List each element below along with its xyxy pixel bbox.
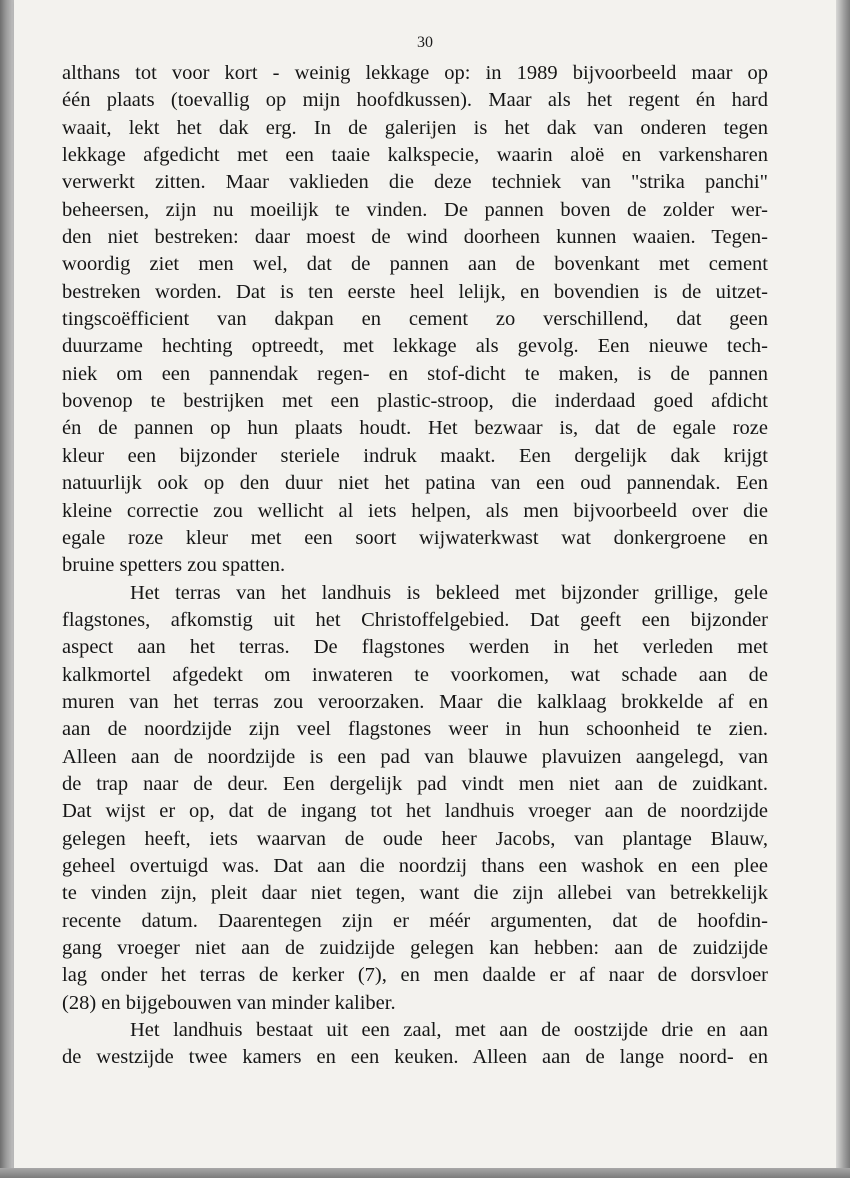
page-edge-bottom	[0, 1168, 850, 1178]
text-line: één plaats (toevallig op mijn hoofdkussen). Maar als het regent én hard	[62, 89, 768, 112]
text-line: bruine spetters zou spatten.	[62, 554, 286, 577]
text-line: gang vroeger niet aan de zuidzijde gelegen kan hebben: aan de zuidzijde	[62, 937, 768, 959]
paragraph	[62, 60, 768, 580]
body-text	[62, 60, 768, 1072]
text-line: te vinden zijn, pleit daar niet tegen, want die zijn allebei van betrekkelijk	[62, 882, 768, 905]
text-line: Het terras van het landhuis is bekleed met bijzonder grillige, gele	[130, 581, 768, 604]
text-line: lag onder het terras de kerker (7), en men daalde er af naar de dorsvloer	[62, 964, 768, 987]
text-line: Dat wijst er op, dat de ingang tot het landhuis vroeger aan de noordzijde	[62, 800, 768, 823]
text-line: egale roze kleur met een soort wijwaterkwast wat donkergroene en	[62, 526, 768, 549]
text-line: bovenop te bestrijken met een plastic-stroop, die inderdaad goed afdicht	[62, 390, 768, 413]
text-line: lekkage afgedicht met een taaie kalkspecie, waarin aloë en varkensharen	[62, 144, 768, 167]
text-line: recente datum. Daarentegen zijn er méér argumenten, dat de hoofdin-	[62, 909, 768, 932]
text-line: tingscoëfficient van dakpan en cement zo verschillend, dat geen	[62, 308, 768, 331]
text-line: niek om een pannendak regen- en stof-dicht te maken, is de pannen	[62, 362, 768, 385]
text-line: waait, lekt het dak erg. In de galerijen is het dak van onderen tegen	[62, 116, 768, 139]
paragraph	[62, 580, 768, 1018]
text-line: muren van het terras zou veroorzaken. Maar die kalklaag brokkelde af en	[62, 690, 768, 713]
text-line: aan de noordzijde zijn veel flagstones weer in hun schoonheid te zien.	[62, 718, 768, 741]
text-line: flagstones, afkomstig uit het Christoffelgebied. Dat geeft een bijzonder	[62, 608, 768, 631]
text-line: kalkmortel afgedekt om inwateren te voorkomen, wat schade aan de	[62, 663, 768, 686]
text-line: Alleen aan de noordzijde is een pad van blauwe plavuizen aangelegd, van	[62, 745, 768, 768]
paragraph	[62, 1017, 768, 1072]
page-edge-right	[836, 0, 850, 1178]
text-line: Het landhuis bestaat uit een zaal, met aan de oostzijde drie en aan	[130, 1019, 768, 1042]
text-line: de westzijde twee kamers en een keuken. Alleen aan de lange noord- en	[62, 1046, 768, 1069]
text-line: althans tot voor kort - weinig lekkage op: in 1989 bijvoorbeeld maar op	[62, 62, 768, 84]
text-line: kleur een bijzonder steriele indruk maakt. Een dergelijk dak krijgt	[62, 444, 768, 467]
text-line: de trap naar de deur. Een dergelijk pad vindt men niet aan de zuidkant.	[62, 772, 768, 795]
text-line: den niet bestreken: daar moest de wind doorheen kunnen waaien. Tegen-	[62, 226, 768, 249]
text-line: aspect aan het terras. De flagstones werden in het verleden met	[62, 636, 768, 659]
text-line: verwerkt zitten. Maar vaklieden die deze techniek van "strika panchi"	[62, 171, 768, 194]
text-line: (28) en bijgebouwen van minder kaliber.	[62, 991, 396, 1014]
text-line: natuurlijk ook op den duur niet het patina van een oud pannendak. Een	[62, 472, 768, 495]
text-line: gelegen heeft, iets waarvan de oude heer Jacobs, van plantage Blauw,	[62, 827, 768, 850]
text-line: geheel overtuigd was. Dat aan die noordzij thans een washok en een plee	[62, 854, 768, 877]
text-line: beheersen, zijn nu moeilijk te vinden. De pannen boven de zolder wer-	[62, 198, 768, 221]
page-number: 30	[417, 34, 433, 51]
paper-sheet	[14, 0, 836, 1168]
text-line: bestreken worden. Dat is ten eerste heel lelijk, en bovendien is de uitzet-	[62, 280, 768, 303]
text-line: kleine correctie zou wellicht al iets helpen, als men bijvoorbeeld over die	[62, 499, 768, 522]
text-line: én de pannen op hun plaats houdt. Het bezwaar is, dat de egale roze	[62, 417, 768, 440]
text-line: woordig ziet men wel, dat de pannen aan de bovenkant met cement	[62, 253, 768, 276]
text-line: duurzame hechting optreedt, met lekkage als gevolg. Een nieuwe tech-	[62, 335, 768, 358]
